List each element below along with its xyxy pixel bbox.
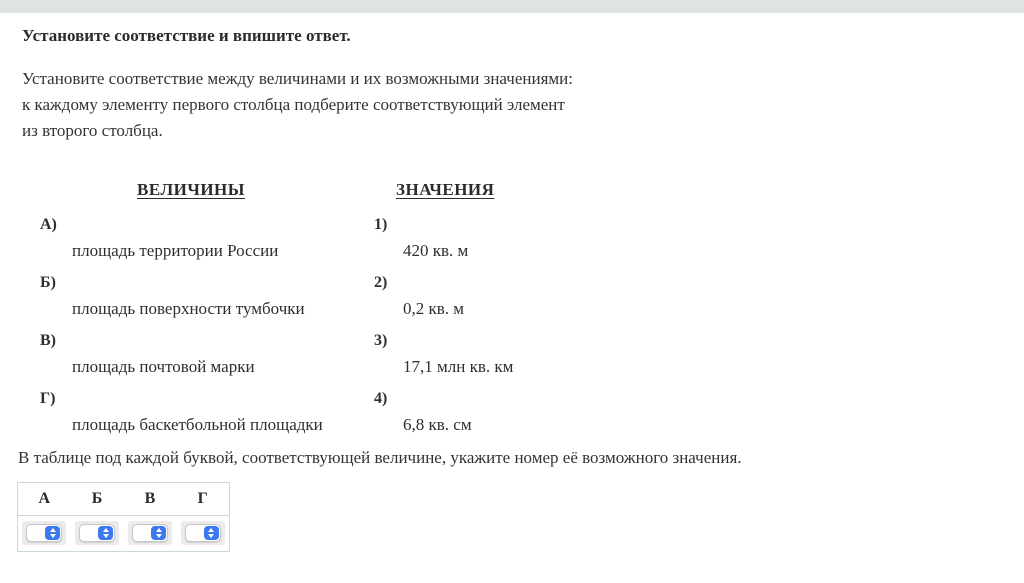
chevron-down-icon xyxy=(208,534,214,538)
values-column-header: ЗНАЧЕНИЯ xyxy=(396,180,495,199)
top-bar xyxy=(0,0,1024,13)
question-intro xyxy=(22,66,573,144)
item-number: 1) xyxy=(374,216,388,233)
answer-column-header-v: В xyxy=(124,483,177,516)
intro-line: к каждому элементу первого столбца подберите соответствующий элемент xyxy=(22,95,565,114)
answer-select-a[interactable] xyxy=(26,524,62,542)
item-number: 4) xyxy=(374,390,388,407)
item-number: 3) xyxy=(374,332,388,349)
chevron-down-icon xyxy=(50,534,56,538)
item-number: 2) xyxy=(374,274,388,291)
up-down-stepper-icon xyxy=(45,526,60,540)
answer-select-tray-v xyxy=(128,521,172,545)
chevron-down-icon xyxy=(103,534,109,538)
answer-column-header-g: Г xyxy=(177,483,230,516)
item-letter: Б) xyxy=(40,274,56,291)
item-letter: А) xyxy=(40,216,57,233)
chevron-up-icon xyxy=(50,528,56,532)
item-quantity: площадь почтовой марки xyxy=(72,357,255,376)
answer-select-tray-g xyxy=(181,521,225,545)
matching-lists xyxy=(0,178,1024,443)
item-value: 420 кв. м xyxy=(403,241,469,260)
answer-select-b[interactable] xyxy=(79,524,115,542)
item-value: 17,1 млн кв. км xyxy=(403,357,514,376)
answer-column-header-b: Б xyxy=(71,483,124,516)
item-quantity: площадь территории России xyxy=(72,241,279,260)
item-value: 0,2 кв. м xyxy=(403,299,465,318)
chevron-up-icon xyxy=(103,528,109,532)
answer-column-header-a: А xyxy=(18,483,71,516)
question-title: Установите соответствие и впишите ответ. xyxy=(22,26,351,45)
answer-instruction: В таблице под каждой буквой, соответствующей величине, укажите номер её возможного значения. xyxy=(18,448,742,467)
answer-table xyxy=(17,482,230,552)
answer-table-header-row xyxy=(18,483,230,516)
item-quantity: площадь баскетбольной площадки xyxy=(72,415,323,434)
chevron-up-icon xyxy=(156,528,162,532)
item-letter: Г) xyxy=(40,390,56,407)
quantities-column-header: ВЕЛИЧИНЫ xyxy=(137,180,245,199)
answer-select-tray-a xyxy=(22,521,66,545)
answer-select-g[interactable] xyxy=(185,524,221,542)
match-row-a xyxy=(0,216,700,274)
up-down-stepper-icon xyxy=(98,526,113,540)
match-row-b xyxy=(0,274,700,332)
answer-select-tray-b xyxy=(75,521,119,545)
up-down-stepper-icon xyxy=(204,526,219,540)
intro-line: Установите соответствие между величинами и их возможными значениями: xyxy=(22,69,573,88)
item-letter: В) xyxy=(40,332,56,349)
item-quantity: площадь поверхности тумбочки xyxy=(72,299,305,318)
answer-select-v[interactable] xyxy=(132,524,168,542)
match-row-v xyxy=(0,332,700,390)
intro-line: из второго столбца. xyxy=(22,121,163,140)
chevron-up-icon xyxy=(208,528,214,532)
item-value: 6,8 кв. см xyxy=(403,415,472,434)
chevron-down-icon xyxy=(156,534,162,538)
answer-table-select-row xyxy=(18,516,230,552)
match-row-g xyxy=(0,390,700,448)
up-down-stepper-icon xyxy=(151,526,166,540)
